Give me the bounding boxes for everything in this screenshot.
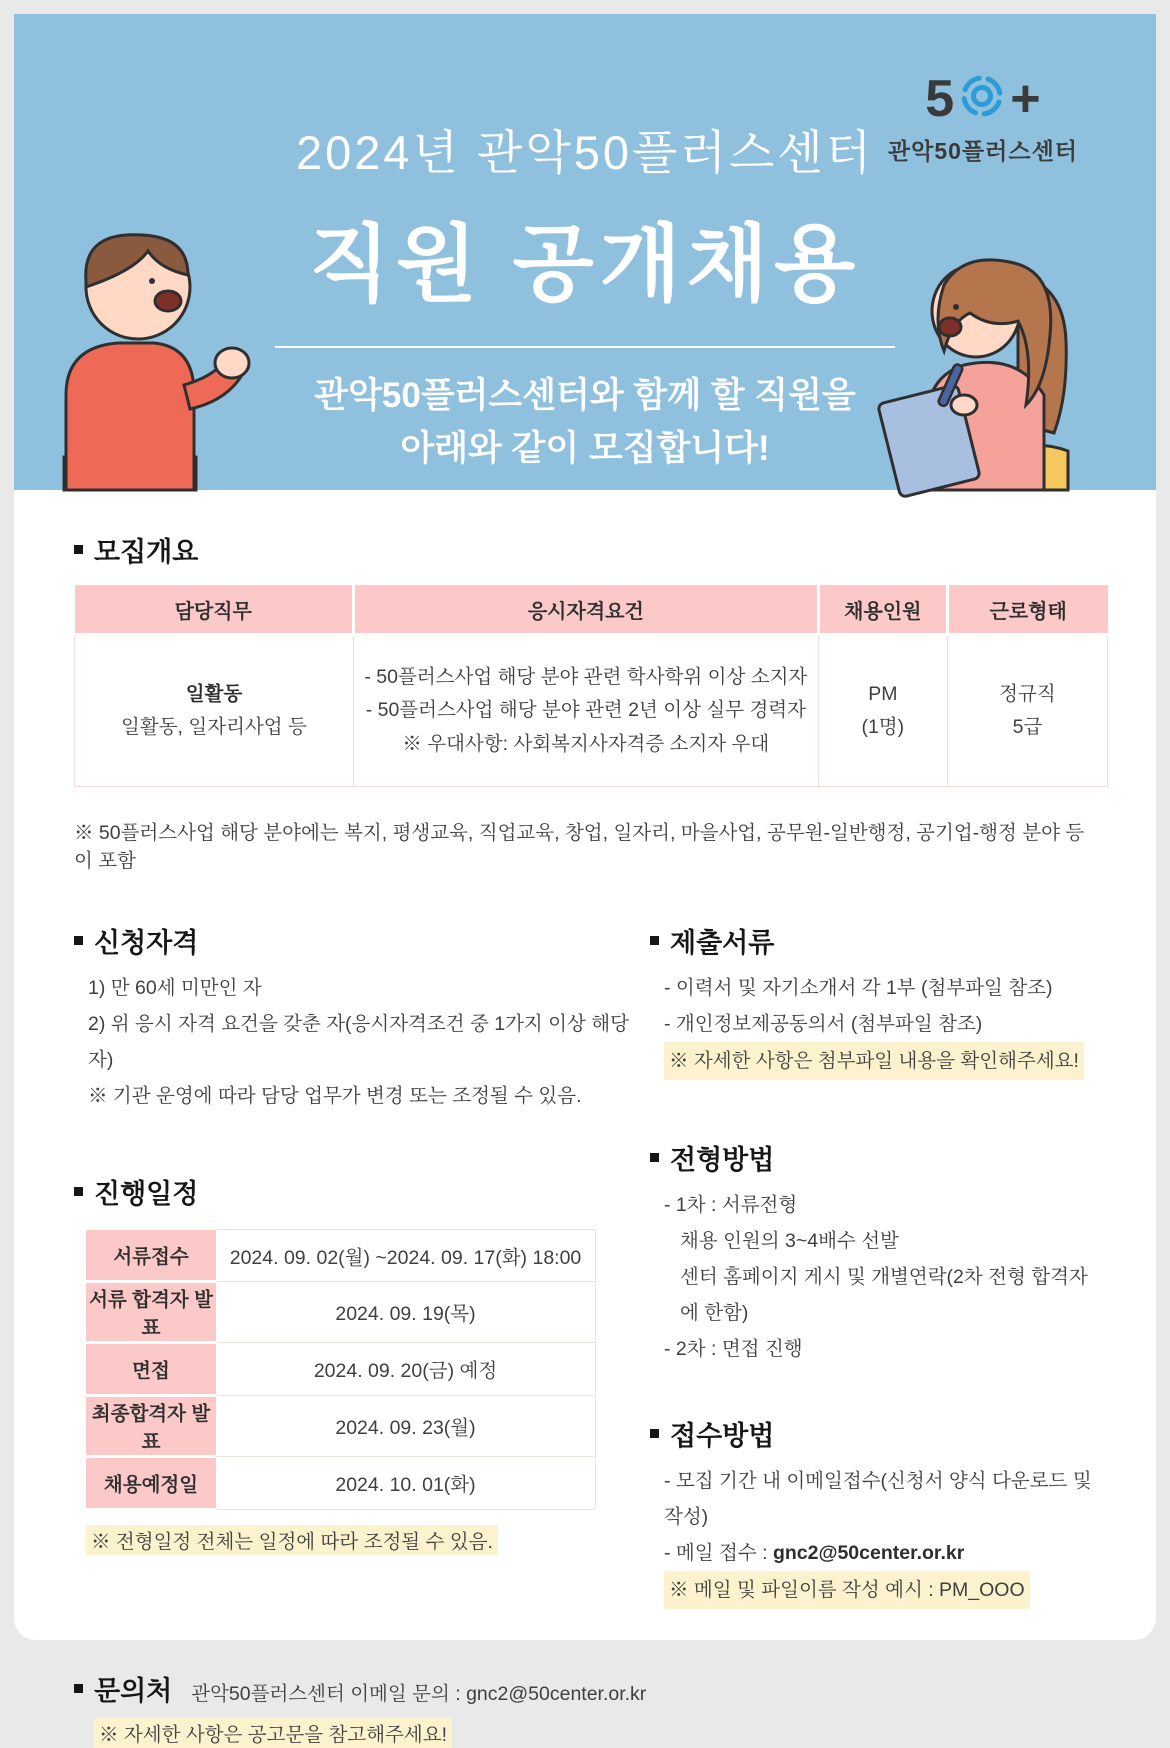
process-step: - 1차 : 서류전형 — [664, 1194, 798, 1217]
square-bullet-icon — [650, 936, 659, 945]
schedule-row — [86, 1456, 596, 1509]
recruitment-overview-table — [74, 585, 1108, 787]
square-bullet-icon — [74, 936, 83, 945]
cell-requirements — [353, 635, 818, 787]
eligibility-body — [74, 970, 632, 1114]
col-duty: 담당직무 — [75, 585, 354, 635]
contact-email-text: 관악50플러스센터 이메일 문의 : gnc2@50center.or.kr — [191, 1682, 647, 1705]
two-column-area — [74, 921, 1096, 1609]
apply-method: - 모집 기간 내 이메일접수(신청서 양식 다운로드 및 작성) — [664, 1469, 1092, 1528]
apply-email-address: gnc2@50center.or.kr — [772, 1541, 965, 1564]
logo-circle-icon — [958, 72, 1006, 125]
schedule-table — [86, 1229, 596, 1511]
eligibility-heading-label: 신청자격 — [94, 928, 199, 958]
schedule-row — [86, 1230, 596, 1282]
eligibility-item: 1) 만 60세 미만인 자 — [88, 977, 262, 999]
apply-email-line — [664, 1535, 1096, 1571]
process-step: - 2차 : 면접 진행 — [664, 1338, 803, 1361]
contact-footnote-highlight: ※ 자세한 사항은 공고문을 참고해주세요! — [94, 1718, 452, 1748]
overview-header-row — [75, 585, 1108, 635]
requirement-3: ※ 우대사항: 사회복지사자격증 소지자 우대 — [402, 732, 770, 755]
schedule-label: 채용예정일 — [86, 1456, 216, 1509]
document-item: - 개인정보제공동의서 (첨부파일 참조) — [664, 1013, 983, 1036]
woman-illustration — [868, 255, 1078, 490]
employment-grade: 5급 — [1012, 716, 1043, 738]
logo-text-5: 5 — [925, 69, 955, 128]
apply-body — [650, 1463, 1096, 1609]
process-detail: 센터 홈페이지 게시 및 개별연락(2차 전형 합격자에 한함) — [680, 1266, 1088, 1325]
schedule-label: 최종합격자 발표 — [86, 1395, 216, 1456]
process-body — [650, 1187, 1096, 1367]
section-schedule-heading — [74, 1172, 632, 1211]
section-contact — [74, 1669, 1096, 1708]
document-item: - 이력서 및 자기소개서 각 1부 (첨부파일 참조) — [664, 977, 1053, 999]
schedule-label: 서류 합격자 발표 — [86, 1281, 216, 1342]
requirement-2: - 50플러스사업 해당 분야 관련 2년 이상 실무 경력자 — [365, 699, 806, 722]
overview-footnote: ※ 50플러스사업 해당 분야에는 복지, 평생교육, 직업교육, 창업, 일자리, 마을사업, 공무원-일반행정, 공기업-행정 분야 등이 포함 — [74, 822, 1085, 872]
schedule-label: 서류접수 — [86, 1230, 216, 1282]
schedule-label: 면접 — [86, 1342, 216, 1395]
section-process-heading — [650, 1138, 1096, 1177]
schedule-value: 2024. 10. 01(화) — [216, 1456, 596, 1509]
documents-body — [650, 970, 1096, 1080]
logo-mark — [888, 69, 1078, 128]
schedule-value: 2024. 09. 23(월) — [216, 1395, 596, 1456]
schedule-row — [86, 1281, 596, 1342]
square-bullet-icon — [74, 545, 83, 554]
overview-heading-label: 모집개요 — [94, 537, 199, 567]
center-logo — [887, 69, 1078, 166]
schedule-value: 2024. 09. 19(목) — [216, 1281, 596, 1342]
poster-body — [14, 530, 1156, 1748]
poster-title-line2: 직원 공개채용 — [308, 217, 862, 311]
contact-footnote — [74, 1718, 1096, 1748]
contact-heading-label: 문의처 — [94, 1675, 173, 1706]
col-requirements: 응시자격요건 — [353, 585, 818, 635]
process-heading-label: 전형방법 — [670, 1145, 775, 1176]
poster-subtitle-line1: 관악50플러스센터와 함께 할 직원을 — [314, 376, 856, 415]
documents-footnote-highlight: ※ 자세한 사항은 첨부파일 내용을 확인해주세요! — [664, 1042, 1084, 1080]
duty-subtitle: 일활동, 일자리사업 등 — [121, 716, 307, 738]
headcount-number: (1명) — [861, 716, 905, 738]
headcount-role: PM — [868, 682, 898, 705]
section-overview-heading — [74, 530, 1096, 569]
schedule-footnote-highlight: ※ 전형일정 전체는 일정에 따라 조정될 수 있음. — [86, 1525, 498, 1555]
duty-title: 일활동 — [185, 682, 243, 705]
square-bullet-icon — [650, 1429, 659, 1438]
square-bullet-icon — [74, 1684, 83, 1693]
left-column — [74, 921, 642, 1555]
poster-card — [14, 14, 1156, 1746]
section-eligibility-heading — [74, 921, 632, 960]
cell-duty — [75, 635, 354, 787]
logo-text-plus: + — [1010, 69, 1041, 128]
documents-heading-label: 제출서류 — [670, 928, 775, 958]
poster-title-line1: 2024년 관악50플러스센터 — [295, 126, 875, 179]
title-divider — [275, 346, 895, 348]
man-illustration — [56, 225, 251, 490]
poster-subtitle-line2: 아래와 같이 모집합니다! — [400, 428, 770, 468]
apply-footnote-highlight: ※ 메일 및 파일이름 작성 예시 : PM_OOO — [664, 1571, 1030, 1609]
schedule-row — [86, 1395, 596, 1456]
square-bullet-icon — [650, 1153, 659, 1162]
apply-email-label: - 메일 접수 : — [664, 1541, 773, 1564]
employment-type: 정규직 — [999, 682, 1056, 705]
schedule-footnote — [86, 1525, 632, 1555]
hero-banner — [14, 14, 1156, 490]
schedule-heading-label: 진행일정 — [94, 1179, 199, 1210]
schedule-row — [86, 1342, 596, 1395]
schedule-value: 2024. 09. 20(금) 예정 — [216, 1342, 596, 1395]
process-detail: 채용 인원의 3~4배수 선발 — [680, 1230, 899, 1253]
apply-heading-label: 접수방법 — [670, 1420, 775, 1451]
overview-data-row — [75, 635, 1108, 787]
square-bullet-icon — [74, 1187, 83, 1196]
cell-employment-type — [947, 635, 1107, 787]
right-column — [642, 921, 1096, 1609]
requirement-1: - 50플러스사업 해당 분야 관련 학사학위 이상 소지자 — [364, 666, 808, 689]
col-headcount: 채용인원 — [818, 585, 947, 635]
logo-org-name: 관악50플러스센터 — [887, 138, 1078, 164]
col-employment-type: 근로형태 — [947, 585, 1107, 635]
section-apply-heading — [650, 1414, 1096, 1453]
eligibility-item: 2) 위 응시 자격 요건을 갖춘 자(응시자격조건 중 1가지 이상 해당자) — [88, 1013, 629, 1072]
eligibility-item: ※ 기관 운영에 따라 담당 업무가 변경 또는 조정될 수 있음. — [88, 1085, 582, 1108]
section-documents-heading — [650, 921, 1096, 960]
cell-headcount — [818, 635, 947, 787]
schedule-value: 2024. 09. 02(월) ~2024. 09. 17(화) 18:00 — [216, 1230, 596, 1282]
